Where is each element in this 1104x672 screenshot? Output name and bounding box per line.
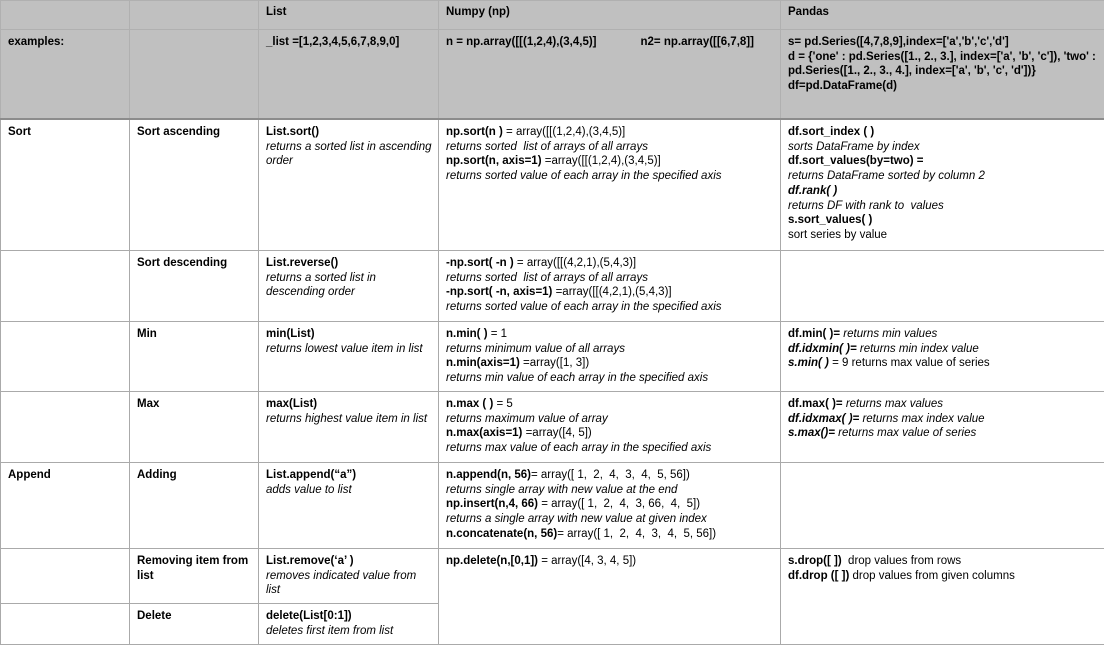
- code-line: [446, 426, 774, 441]
- code-line: [788, 569, 1098, 584]
- examples-pandas-cell: [781, 30, 1104, 120]
- code-line-text: np.insert(n,4, 66): [446, 498, 542, 511]
- code-line-text: sorts DataFrame by index: [788, 140, 920, 153]
- code-line-text: df.rank( ): [788, 184, 838, 197]
- examples-numpy-code-2: n2= np.array([[6,7,8]]: [640, 36, 754, 48]
- code-line: [446, 397, 774, 412]
- code-line-text: returns lowest value item in list: [266, 342, 423, 355]
- code-line: [788, 154, 1098, 169]
- header-cell-list: [259, 1, 439, 30]
- code-line-text: returns minimum value of all arrays: [446, 342, 625, 355]
- code-line-tail-italic: returns max values: [842, 397, 943, 410]
- row-category-blank-4: [1, 548, 130, 603]
- row-category-sort: Sort: [1, 119, 130, 251]
- row-operation-sort-ascending: Sort ascending: [130, 119, 259, 251]
- header-cell-blank-2: [130, 1, 259, 30]
- code-line: [446, 271, 774, 286]
- table-row: [1, 462, 1104, 548]
- code-line-tail: = 5: [496, 397, 513, 410]
- row-category-blank-3: [1, 391, 130, 462]
- code-line-tail: = 1: [490, 328, 508, 340]
- code-line-text: removes indicated value from list: [266, 569, 420, 597]
- code-line-text: n.min(axis=1): [446, 357, 524, 370]
- table-header-row: [1, 1, 1104, 30]
- code-line: [788, 397, 1098, 412]
- row-category-blank-5: [1, 604, 130, 645]
- code-line-text: -np.sort( -n ): [446, 257, 517, 269]
- cell-list-removing: [259, 548, 439, 603]
- code-line-text: List.append(“a”): [266, 468, 357, 481]
- code-line: [446, 483, 774, 498]
- cell-numpy-min: [439, 322, 781, 392]
- code-line: [446, 554, 774, 569]
- cell-numpy-max: [439, 391, 781, 462]
- row-category-blank-1: [1, 251, 130, 322]
- code-line-text: s.sort_values( ): [788, 214, 873, 227]
- row-operation-removing-item: Removing item from list: [130, 548, 259, 603]
- code-line: [266, 271, 432, 300]
- cell-list-adding: [259, 462, 439, 548]
- examples-row: [1, 30, 1104, 120]
- code-line-text: max(List): [266, 397, 318, 410]
- code-line-text: returns sorted list of arrays of all arrays: [446, 140, 648, 153]
- code-line: [266, 554, 432, 569]
- cell-numpy-sort-ascending: [439, 119, 781, 251]
- code-line: [788, 140, 1098, 155]
- code-line-tail-italic: returns min values: [840, 328, 938, 340]
- row-category-blank-2: [1, 322, 130, 392]
- code-line: [788, 554, 1098, 569]
- code-line-text: returns sorted value of each array in the specified axis: [446, 170, 722, 183]
- code-line: [446, 356, 774, 371]
- code-line: [446, 468, 774, 483]
- header-pandas-label: Pandas: [788, 6, 829, 18]
- code-line-text: df.min( )=: [788, 328, 841, 340]
- code-line: [788, 125, 1098, 140]
- code-line-text: n.append(n, 56): [446, 468, 531, 481]
- code-line-text: s.max()=: [788, 427, 835, 440]
- code-line: [446, 327, 774, 342]
- code-line-text: returns DataFrame sorted by column 2: [788, 170, 985, 183]
- code-line-tail: = array([ 1, 2, 4, 3, 66, 4, 5]): [541, 498, 701, 511]
- code-line-text: s.drop([ ]): [788, 554, 842, 567]
- code-line: [788, 342, 1098, 357]
- code-line-text: np.sort(n, axis=1): [446, 155, 545, 168]
- code-line: [446, 285, 774, 300]
- code-line-text: returns a sorted list in ascending order: [266, 140, 435, 168]
- code-line-text: n.max(axis=1): [446, 427, 526, 440]
- code-line: [446, 169, 774, 184]
- code-line: [788, 426, 1098, 441]
- row-operation-max: Max: [130, 391, 259, 462]
- code-line: [446, 125, 774, 140]
- code-line-text: df.idxmin( )=: [788, 342, 857, 355]
- cell-pandas-sort-ascending: [781, 119, 1104, 251]
- code-line-text: adds value to list: [266, 483, 352, 496]
- code-line: [446, 497, 774, 512]
- code-line: [266, 342, 432, 357]
- row-operation-adding: Adding: [130, 462, 259, 548]
- code-line-text: returns maximum value of array: [446, 412, 608, 425]
- code-line-text: returns highest value item in list: [266, 412, 428, 425]
- code-line: [788, 412, 1098, 427]
- code-line-text: s.min( ): [788, 357, 829, 370]
- code-line-text: List.sort(): [266, 126, 320, 138]
- header-cell-blank-1: [1, 1, 130, 30]
- code-line: [266, 412, 432, 427]
- code-line: [446, 371, 774, 386]
- cell-numpy-sort-descending: [439, 251, 781, 322]
- header-numpy-label: Numpy (np): [446, 6, 510, 18]
- examples-pandas-code-1: s= pd.Series([4,7,8,9],index=['a','b','c','d']: [788, 36, 1009, 48]
- cell-pandas-sort-descending: [781, 251, 1104, 322]
- code-line: [446, 300, 774, 315]
- code-line-text: np.sort(n ): [446, 126, 507, 138]
- examples-pandas-code-2: d = {'one' : pd.Series([1., 2., 3.], index=['a', 'b', 'c']), 'two' : pd.Series([1., 2., 3., 4.], index=['a', 'b', 'c', 'd'])}: [788, 50, 1100, 78]
- code-line: [266, 397, 432, 412]
- table-row: [1, 548, 1104, 603]
- code-line-text: np.delete(n,[0,1]): [446, 554, 542, 567]
- code-line: [788, 356, 1098, 371]
- code-line-tail: = array([[(4,2,1),(5,4,3)]: [516, 257, 637, 269]
- code-line: [788, 327, 1098, 342]
- cell-list-min: [259, 322, 439, 392]
- examples-pandas-code-3: df=pd.DataFrame(d): [788, 80, 897, 93]
- code-line-tail: = array([ 1, 2, 4, 3, 4, 5, 56]): [557, 527, 717, 540]
- code-line-text: returns sorted list of arrays of all arrays: [446, 271, 648, 284]
- code-line-tail-italic: returns min index value: [856, 342, 979, 355]
- code-line-tail: =array([1, 3]): [523, 357, 590, 370]
- examples-label-cell: [1, 30, 130, 120]
- code-line-text: min(List): [266, 328, 315, 340]
- cell-numpy-removing: [439, 548, 781, 644]
- cell-pandas-min: [781, 322, 1104, 392]
- code-line-text: -np.sort( -n, axis=1): [446, 286, 556, 299]
- code-line: [266, 327, 432, 342]
- code-line-text: List.reverse(): [266, 257, 339, 269]
- code-line-tail: = 9 returns max value of series: [828, 357, 990, 370]
- code-line-text: returns max value of each array in the specified axis: [446, 442, 712, 455]
- code-line-text: df.sort_values(by=two) =: [788, 155, 924, 168]
- cell-list-max: [259, 391, 439, 462]
- code-line: [788, 228, 1098, 243]
- code-line: [266, 256, 432, 271]
- code-line-tail: = array([ 1, 2, 4, 3, 4, 5, 56]): [530, 468, 690, 481]
- table-row: [1, 251, 1104, 322]
- code-line: [788, 199, 1098, 214]
- header-cell-pandas: [781, 1, 1104, 30]
- code-line: [446, 342, 774, 357]
- code-line: [266, 483, 432, 498]
- code-line-tail: drop values from rows: [841, 554, 962, 567]
- row-category-append: Append: [1, 462, 130, 548]
- code-line-tail: =array([[(4,2,1),(5,4,3)]: [555, 286, 672, 299]
- code-line: [446, 256, 774, 271]
- code-line-text: n.concatenate(n, 56): [446, 527, 558, 540]
- code-line: [266, 624, 432, 639]
- code-line: [266, 569, 432, 598]
- code-line: [266, 609, 432, 624]
- cell-list-delete: [259, 604, 439, 645]
- code-line-text: returns a sorted list in descending order: [266, 271, 380, 299]
- code-line: [446, 140, 774, 155]
- code-line-text: returns single array with new value at the end: [446, 483, 678, 496]
- row-operation-sort-descending: Sort descending: [130, 251, 259, 322]
- code-line-text: delete(List[0:1]): [266, 610, 352, 623]
- code-line-tail: =array([[(1,2,4),(3,4,5)]: [544, 155, 661, 168]
- header-list-label: List: [266, 6, 287, 18]
- examples-blank-cell: [130, 30, 259, 120]
- cell-numpy-adding: [439, 462, 781, 548]
- row-operation-delete: Delete: [130, 604, 259, 645]
- code-line-text: returns sorted value of each array in the specified axis: [446, 301, 722, 314]
- code-line: [266, 468, 432, 483]
- row-operation-min: Min: [130, 322, 259, 392]
- code-line: [446, 154, 774, 169]
- code-line-text: sort series by value: [788, 229, 888, 242]
- code-line-text: returns min value of each array in the specified axis: [446, 372, 709, 385]
- cell-list-sort-ascending: [259, 119, 439, 251]
- code-line: [446, 441, 774, 456]
- table-row: [1, 391, 1104, 462]
- code-line-tail-italic: returns max value of series: [834, 427, 977, 440]
- code-line-text: df.max( )=: [788, 397, 843, 410]
- code-line-tail: = array([[(1,2,4),(3,4,5)]: [506, 126, 626, 138]
- code-line-tail: =array([4, 5]): [525, 427, 592, 440]
- code-line-tail: = array([4, 3, 4, 5]): [541, 554, 637, 567]
- code-line-text: deletes first item from list: [266, 624, 394, 637]
- code-line: [788, 169, 1098, 184]
- code-line-text: returns DF with rank to values: [788, 199, 944, 212]
- table-row: [1, 322, 1104, 392]
- cell-pandas-adding: [781, 462, 1104, 548]
- code-line: [788, 213, 1098, 228]
- code-line: [788, 184, 1098, 199]
- code-line-text: n.max ( ): [446, 397, 497, 410]
- cell-list-sort-descending: [259, 251, 439, 322]
- code-line-tail-italic: returns max index value: [859, 412, 985, 425]
- code-line-text: returns a single array with new value at given index: [446, 513, 707, 526]
- examples-list-code: _list =[1,2,3,4,5,6,7,8,9,0]: [266, 36, 400, 48]
- code-line-text: df.drop ([ ]): [788, 569, 850, 582]
- code-line-text: df.sort_index ( ): [788, 126, 875, 138]
- cell-pandas-max: [781, 391, 1104, 462]
- examples-label: examples:: [8, 36, 65, 48]
- examples-list-cell: [259, 30, 439, 120]
- code-line: [266, 140, 435, 169]
- code-line-text: n.min( ): [446, 328, 491, 340]
- code-line: [266, 125, 432, 140]
- cell-pandas-removing: [781, 548, 1104, 644]
- code-line-text: df.idxmax( )=: [788, 412, 860, 425]
- table-row: [1, 119, 1104, 251]
- code-line: [446, 412, 774, 427]
- examples-numpy-code-1: n = np.array([[(1,2,4),(3,4,5)]: [446, 36, 597, 48]
- header-cell-numpy: [439, 1, 781, 30]
- code-line: [446, 512, 774, 527]
- examples-numpy-cell: [439, 30, 781, 120]
- code-line: [446, 527, 774, 542]
- code-line-tail: drop values from given columns: [849, 569, 1015, 582]
- code-line-text: List.remove(‘a’ ): [266, 554, 354, 567]
